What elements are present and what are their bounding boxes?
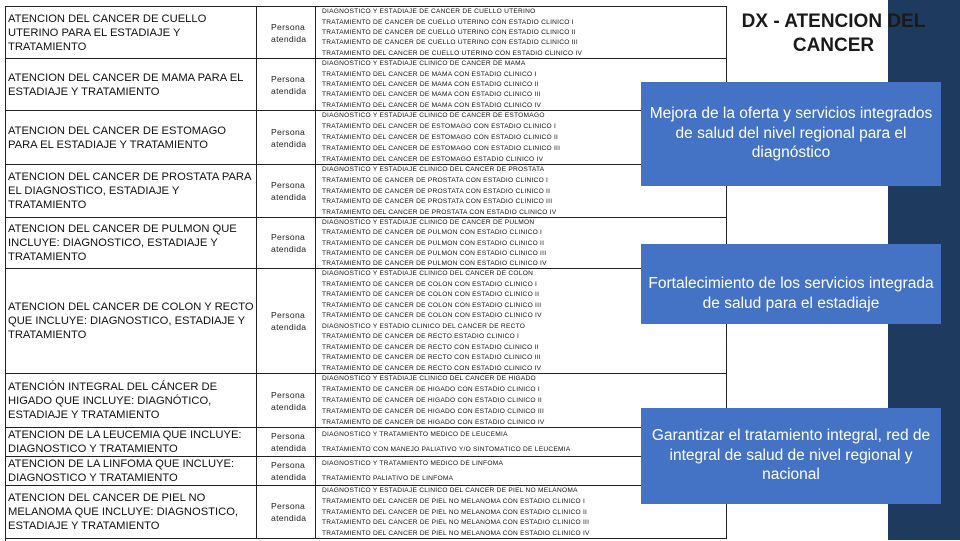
activity-item: DIAGNOSTICO Y ESTADIAJE CLINICO DE CANCER DE ESTOMAGO	[322, 112, 545, 120]
activity-item: TRATAMIENTO DE CANCER DE RECTO CON ESTADIO CLINICO II	[322, 343, 539, 351]
unit-cell: Persona atendida	[257, 165, 316, 217]
table-row	[6, 165, 727, 218]
table-row	[6, 269, 727, 374]
activity-item: TRATAMIENTO DEL CANCER DE ESTOMAGO CON ESTADIO CLINICO I	[322, 123, 557, 131]
activity-item: TRATAMIENTO DE CANCER DE PULMON CON ESTADIO CLINICO I	[322, 229, 543, 237]
activity-item: TRATAMIENTO DE CANCER DE PROSTATA CON ESTADIO CLINICO II	[322, 187, 551, 195]
unit-cell: Persona atendida	[257, 7, 316, 58]
activity-item: TRATAMIENTO DE CANCER DE RECTO CON ESTADIO CLINICO IV	[322, 364, 542, 372]
unit-cell: Persona atendida	[257, 428, 316, 456]
activity-item: TRATAMIENTO DEL CANCER DE PIEL NO MELANOMA CON ESTADIO CLINICO IV	[322, 529, 590, 537]
activity-item: TRATAMIENTO DE CANCER DE PULMON CON ESTADIO CLINICO II	[322, 239, 545, 247]
activity-item: DIAGNOSTICO Y ESTADIAJE CLINICO DEL CANCER DE COLON	[322, 270, 534, 278]
activity-item: TRATAMIENTO DE CANCER DE HIGADO CON ESTADIO CLINICO II	[322, 397, 543, 404]
program-name-cell: ATENCION DEL CANCER DE ESTOMAGO PARA EL ESTADIAJE Y TRATAMIENTO	[6, 111, 257, 164]
table-row	[6, 7, 727, 59]
activity-item: TRATAMIENTO DE CANCER DE PROSTATA CON ESTADIO CLINICO I	[322, 176, 549, 184]
activity-item: TRATAMIENTO DE CANCER DE CUELLO UTERINO CON ESTADIO CLINICO I	[322, 18, 574, 26]
activity-item: TRATAMIENTO DE CANCER DE HIGADO CON ESTADIO CLINICO I	[322, 386, 540, 394]
program-name-cell: ATENCION DEL CANCER DE PIEL NO MELANOMA QUE INCLUYE: DIAGNOSTICO, ESTADIAJE Y TRATAMIENTO	[6, 486, 257, 538]
activity-item: TRATAMIENTO DE CANCER DE RECTO ESTADIO CLINICO I	[322, 333, 520, 341]
cancer-care-table	[5, 6, 727, 541]
activity-item: TRATAMIENTO DEL CANCER DE PIEL NO MELANOMA CON ESTADIO CLINICO I	[322, 497, 586, 505]
activity-item: TRATAMIENTO DEL CANCER DE CUELLO UTERINO CON ESTADIO CLINICO IV	[322, 49, 583, 57]
activity-item: TRATAMIENTO DEL CANCER DE ESTOMAGO CON ESTADIO CLINICO III	[322, 144, 561, 152]
activity-item: TRATAMIENTO DEL CANCER DE ESTOMAGO CON ESTADIO CLINICO II	[322, 134, 559, 141]
section-title: DX - ATENCION DEL CANCER	[741, 11, 926, 56]
activity-item: TRATAMIENTO DEL CANCER DE PIEL NO MELANOMA CON ESTADIO CLINICO III	[322, 519, 590, 527]
table-row	[6, 486, 727, 539]
table-row	[6, 457, 727, 486]
activity-item: TRATAMIENTO DEL CANCER DE MAMA CON ESTADIO CLINICO I	[322, 70, 537, 78]
activity-item: DIAGNOSTICO Y ESTADIAJE CLINICO DE CANCER DE PULMON	[322, 219, 535, 227]
activity-item: TRATAMIENTO DEL CANCER DE PIEL NO MELANOMA CON ESTADIO CLINICO II	[322, 508, 588, 516]
panel-diagnosis-text: Mejora de la oferta y servicios integrados de salud del nivel regional para el diagnóstico	[649, 105, 933, 161]
program-name-cell: ATENCION DEL CANCER DE COLON Y RECTO QUE INCLUYE: DIAGNOSTICO, ESTADIAJE Y TRATAMIENTO	[6, 269, 257, 373]
activity-item: DIAGNOSTICO Y ESTADIAJE CLINICO DEL CANCER DE HIGADO	[322, 375, 536, 383]
activity-item: TRATAMIENTO DE CANCER DE PULMON CON ESTADIO CLINICO III	[322, 249, 547, 257]
unit-cell: Persona atendida	[257, 374, 316, 427]
activity-item: DIAGNOSTICO Y ESTADIAJE CLINICO DEL CANCER DE PIEL NO MELANOMA	[322, 487, 578, 495]
activity-item: TRATAMIENTO DEL CANCER DE ESTOMAGO ESTADIO CLINICO IV	[322, 155, 544, 163]
activity-item: DIAGNOSTICO Y ESTADIAJE CLINICO DE CANCER DE MAMA	[322, 60, 526, 68]
unit-cell: Persona atendida	[257, 457, 316, 485]
program-name-cell: ATENCION DE LA LEUCEMIA QUE INCLUYE: DIAGNOSTICO Y TRATAMIENTO	[6, 428, 257, 456]
activity-item: TRATAMIENTO DE CANCER DE COLON CON ESTADIO CLINICO I	[322, 280, 538, 288]
activity-item: TRATAMIENTO DE CANCER DE HIGADO CON ESTADIO CLINICO III	[322, 407, 545, 415]
program-name-cell: ATENCION DEL CANCER DE MAMA PARA EL ESTADIAJE Y TRATAMIENTO	[6, 59, 257, 110]
activity-item: DIAGNOSTICO Y ESTADIO CLINICO DEL CANCER DE RECTO	[322, 322, 526, 330]
activity-item: TRATAMIENTO CON MANEJO PALIATIVO Y/O SINTOMATICO DE LEUCEMIA	[322, 445, 571, 453]
down-arrow-icon	[752, 186, 832, 246]
activity-item: TRATAMIENTO DEL CANCER DE MAMA CON ESTADIO CLINICO IV	[322, 101, 542, 109]
unit-cell: Persona atendida	[257, 111, 316, 164]
activity-item: DIAGNOSTICO Y ESTADIAJE CLINICO DEL CANCER DE PROSTATA	[322, 166, 545, 174]
activity-item: TRATAMIENTO DE CANCER DE COLON CON ESTADIO CLINICO II	[322, 291, 540, 299]
table-row	[6, 59, 727, 111]
program-name-cell: ATENCION DEL CANCER DE CUELLO UTERINO PARA EL ESTADIAJE Y TRATAMIENTO	[6, 7, 257, 58]
activity-item: DIAGNOSTICO Y TRATAMIENTO MEDICO DE LEUCEMIA	[322, 431, 508, 439]
activity-item: DIAGNOSTICO Y TRATAMIENTO MEDICO DE LINFOMA	[322, 460, 504, 468]
activity-item: TRATAMIENTO DE CANCER DE COLON CON ESTADIO CLINICO IV	[322, 312, 542, 320]
table-row	[6, 111, 727, 165]
table-row	[6, 218, 727, 269]
unit-cell: Persona atendida	[257, 59, 316, 110]
panel-staging	[641, 244, 941, 324]
unit-cell: Persona atendida	[257, 218, 316, 268]
unit-cell: Persona atendida	[257, 486, 316, 538]
activity-item: TRATAMIENTO PALIATIVO DE LINFOMA	[322, 474, 454, 482]
panel-treatment	[641, 408, 941, 504]
panel-staging-text: Fortalecimiento de los servicios integrada de salud para el estadiaje	[648, 275, 934, 312]
activity-item: TRATAMIENTO DEL CANCER DE MAMA CON ESTADIO CLINICO II	[322, 81, 539, 88]
activity-item: TRATAMIENTO DEL CANCER DE PROSTATA CON ESTADIO CLINICO IV	[322, 208, 557, 216]
table-row	[6, 374, 727, 428]
activity-item: TRATAMIENTO DEL CANCER DE MAMA CON ESTADIO CLINICO III	[322, 91, 541, 99]
activity-item: TRATAMIENTO DE CANCER DE COLON CON ESTADIO CLINICO III	[322, 301, 542, 309]
activity-item: TRATAMIENTO DE CANCER DE PROSTATA CON ESTADIO CLINICO III	[322, 198, 553, 206]
activity-item: TRATAMIENTO DE CANCER DE RECTO CON ESTADIO CLINICO III	[322, 354, 541, 362]
panel-treatment-text: Garantizar el tratamiento integral, red de integral de salud de nivel regional y nacional	[651, 427, 931, 483]
activity-item: DIAGNOSTICO Y ESTADIAJE DE CANCER DE CUELLO UTERINO	[322, 8, 536, 16]
activity-item: TRATAMIENTO DE CANCER DE PULMON CON ESTADIO CLINICO IV	[322, 259, 547, 267]
program-name-cell: ATENCIÓN INTEGRAL DEL CÁNCER DE HIGADO QUE INCLUYE: DIAGNÓTICO, ESTADIAJE Y TRATAMIENTO	[6, 374, 257, 427]
activity-item: TRATAMIENTO DE CANCER DE CUELLO UTERINO CON ESTADIO CLINICO III	[322, 39, 578, 47]
program-name-cell: ATENCION DE LA LINFOMA QUE INCLUYE: DIAGNOSTICO Y TRATAMIENTO	[6, 457, 257, 485]
activities-cell	[316, 7, 727, 58]
activity-item: TRATAMIENTO DE CANCER DE HIGADO CON ESTADIO CLINICO IV	[322, 418, 545, 426]
table-row	[6, 428, 727, 457]
unit-cell: Persona atendida	[257, 269, 316, 373]
panel-diagnosis	[641, 82, 941, 186]
program-name-cell: ATENCION DEL CANCER DE PULMON QUE INCLUYE: DIAGNOSTICO, ESTADIAJE Y TRATAMIENTO	[6, 218, 257, 268]
activity-item: TRATAMIENTO DE CANCER DE CUELLO UTERINO CON ESTADIO CLINICO II	[322, 29, 576, 36]
down-arrow-icon	[752, 350, 832, 410]
program-name-cell: ATENCION DEL CANCER DE PROSTATA PARA EL DIAGNOSTICO, ESTADIAJE Y TRATAMIENTO	[6, 165, 257, 217]
